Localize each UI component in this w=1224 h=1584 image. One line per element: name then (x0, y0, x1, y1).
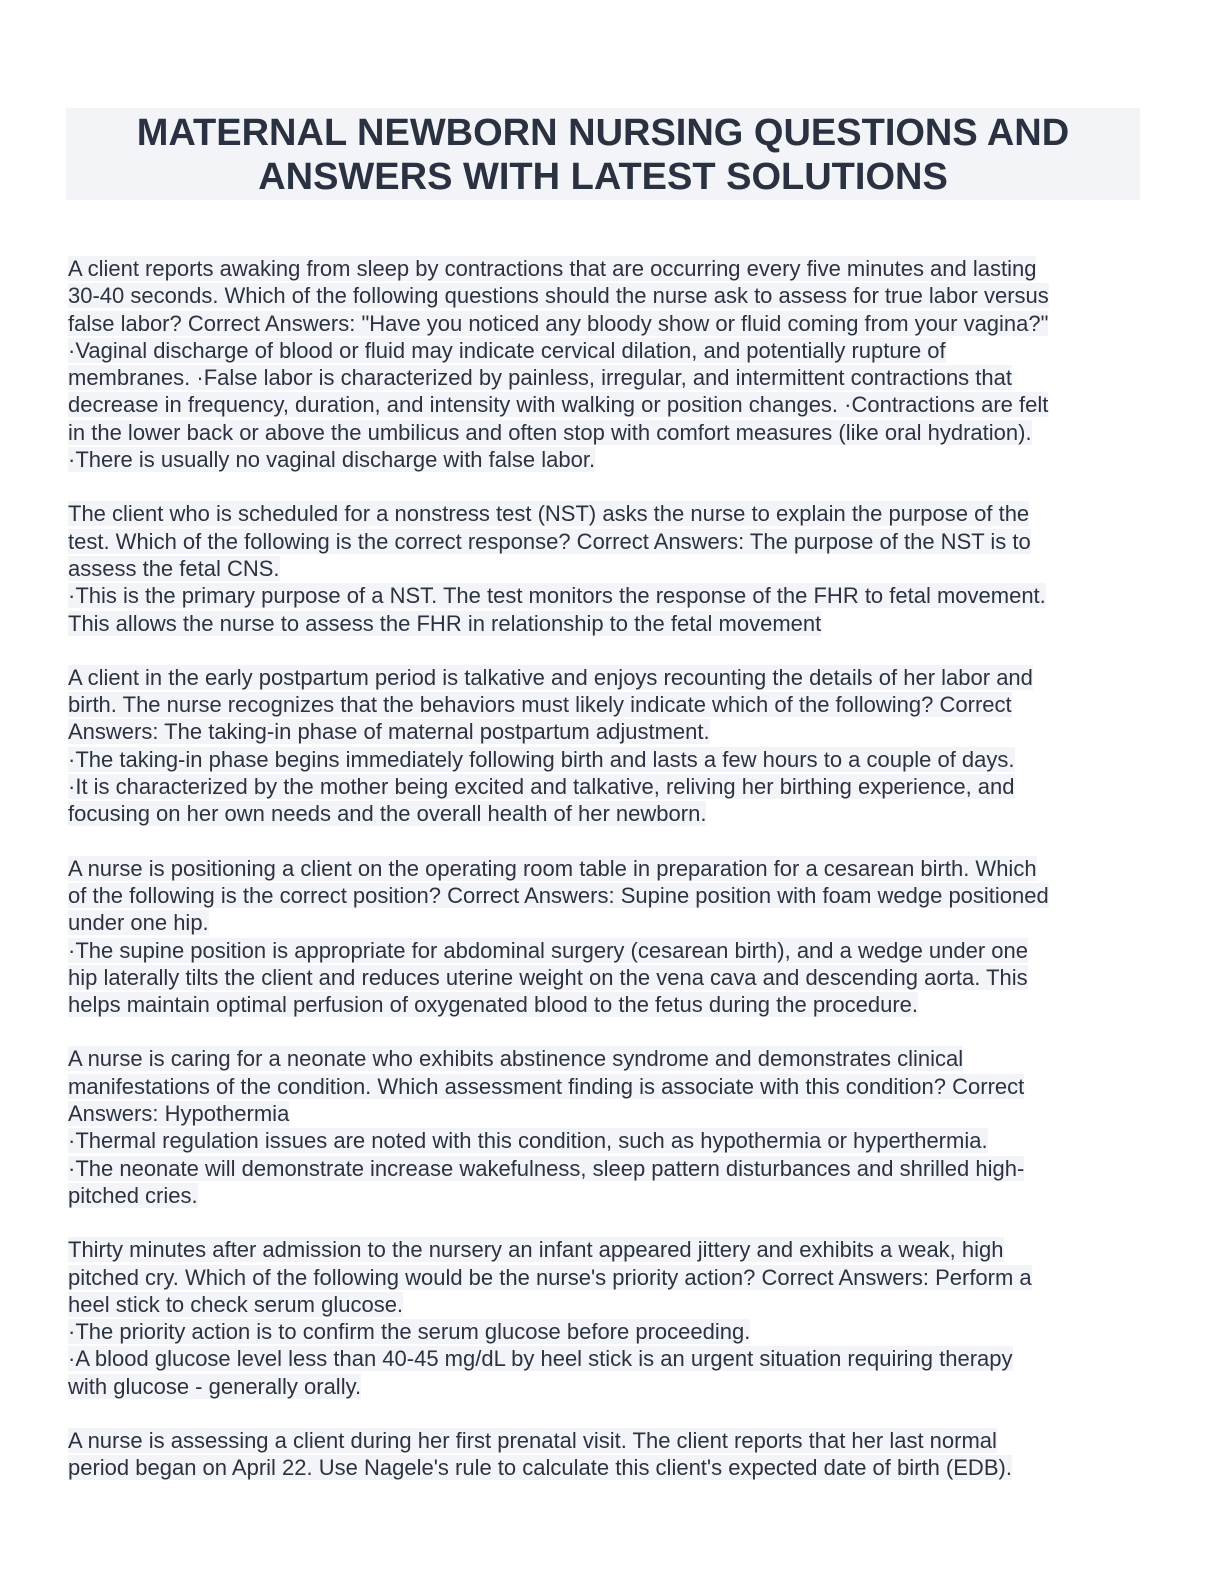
qa-text: assess the fetal CNS. (68, 555, 280, 581)
qa-text-line (68, 1318, 1158, 1345)
qa-text: manifestations of the condition. Which assessment finding is associate with this condition? Correct (68, 1073, 1025, 1099)
qa-text: pitched cry. Which of the following would be the nurse's priority action? Correct Answers: Perform a (68, 1264, 1032, 1290)
qa-text-line (68, 391, 1158, 418)
qa-block (68, 255, 1158, 473)
qa-text: of the following is the correct position? Correct Answers: Supine position with foam wedge positioned (68, 882, 1049, 908)
qa-text: The client who is scheduled for a nonstress test (NST) asks the nurse to explain the purpose of the (68, 501, 1030, 527)
qa-text: ·A blood glucose level less than 40-45 mg/dL by heel stick is an urgent situation requiring therapy (68, 1346, 1013, 1372)
qa-content (68, 255, 1158, 1509)
qa-text-line (68, 446, 1158, 473)
qa-text-line (68, 1264, 1158, 1291)
qa-text-line (68, 1045, 1158, 1072)
qa-text: ·This is the primary purpose of a NST. The test monitors the response of the FHR to fetal movement. (68, 583, 1046, 609)
qa-text: A client in the early postpartum period is talkative and enjoys recounting the details of her labor and (68, 664, 1033, 690)
qa-text-line (68, 1155, 1158, 1182)
qa-text: period began on April 22. Use Nagele's rule to calculate this client's expected date of birth (EDB). (68, 1455, 1012, 1481)
qa-text: membranes. ·False labor is characterized by painless, irregular, and intermittent contractions that (68, 365, 1012, 391)
qa-block (68, 1236, 1158, 1400)
qa-text-line (68, 610, 1158, 637)
qa-text-line (68, 909, 1158, 936)
qa-text-line (68, 555, 1158, 582)
qa-text-line (68, 500, 1158, 527)
qa-text: ·The taking-in phase begins immediately following birth and lasts a few hours to a couple of days. (68, 746, 1015, 772)
qa-text: ·The neonate will demonstrate increase wakefulness, sleep pattern disturbances and shrilled high- (68, 1155, 1025, 1181)
qa-text-line (68, 528, 1158, 555)
qa-text-line (68, 282, 1158, 309)
qa-text: A nurse is assessing a client during her first prenatal visit. The client reports that her last normal (68, 1427, 997, 1453)
qa-text: Thirty minutes after admission to the nursery an infant appeared jittery and exhibits a weak, high (68, 1237, 1004, 1263)
document-title (66, 108, 1140, 200)
qa-text: helps maintain optimal perfusion of oxygenated blood to the fetus during the procedure. (68, 992, 918, 1018)
qa-text-line (68, 882, 1158, 909)
qa-text-line (68, 255, 1158, 282)
qa-text: ·Vaginal discharge of blood or fluid may indicate cervical dilation, and potentially rupture of (68, 337, 946, 363)
qa-block (68, 664, 1158, 828)
qa-text: A nurse is caring for a neonate who exhibits abstinence syndrome and demonstrates clinical (68, 1046, 964, 1072)
qa-text-line (68, 718, 1158, 745)
qa-text: A nurse is positioning a client on the operating room table in preparation for a cesarean birth. Which (68, 855, 1037, 881)
qa-block (68, 1427, 1158, 1482)
qa-text: ·Thermal regulation issues are noted with this condition, such as hypothermia or hyperthermia. (68, 1128, 988, 1154)
qa-text-line (68, 664, 1158, 691)
qa-text-line (68, 937, 1158, 964)
qa-text: ·The priority action is to confirm the serum glucose before proceeding. (68, 1319, 751, 1345)
title-line-2: ANSWERS WITH LATEST SOLUTIONS (258, 156, 948, 198)
qa-text: ·There is usually no vaginal discharge with false labor. (68, 447, 596, 473)
qa-text-line (68, 582, 1158, 609)
qa-text: A client reports awaking from sleep by contractions that are occurring every five minutes and lasting (68, 256, 1037, 281)
qa-text: birth. The nurse recognizes that the behaviors must likely indicate which of the following? Correct (68, 692, 1012, 718)
qa-text: hip laterally tilts the client and reduces uterine weight on the vena cava and descending aorta. This (68, 964, 1028, 990)
qa-text: pitched cries. (68, 1182, 198, 1208)
qa-text-line (68, 310, 1158, 337)
title-line-1: MATERNAL NEWBORN NURSING QUESTIONS AND (136, 112, 1070, 154)
qa-text-line (68, 1291, 1158, 1318)
qa-text: under one hip. (68, 910, 209, 936)
qa-text-line (68, 1236, 1158, 1263)
qa-text-line (68, 1127, 1158, 1154)
qa-text-line (68, 1182, 1158, 1209)
qa-text: in the lower back or above the umbilicus and often stop with comfort measures (like oral hydration). (68, 419, 1032, 445)
qa-text: with glucose - generally orally. (68, 1373, 362, 1399)
qa-text-line (68, 991, 1158, 1018)
qa-text: decrease in frequency, duration, and intensity with walking or position changes. ·Contractions are felt (68, 392, 1049, 418)
qa-block (68, 500, 1158, 636)
qa-text: ·It is characterized by the mother being excited and talkative, reliving her birthing experience, and (68, 774, 1015, 800)
qa-text-line (68, 1373, 1158, 1400)
qa-text-line (68, 964, 1158, 991)
qa-text-line (68, 800, 1158, 827)
qa-text-line (68, 691, 1158, 718)
qa-text-line (68, 1100, 1158, 1127)
qa-text: heel stick to check serum glucose. (68, 1291, 404, 1317)
qa-text: Answers: Hypothermia (68, 1101, 290, 1127)
qa-text: false labor? Correct Answers: "Have you noticed any bloody show or fluid coming from your vagina?" (68, 310, 1049, 336)
qa-text-line (68, 364, 1158, 391)
qa-text: ·The supine position is appropriate for abdominal surgery (cesarean birth), and a wedge under one (68, 937, 1029, 963)
qa-text: This allows the nurse to assess the FHR in relationship to the fetal movement (68, 610, 822, 636)
qa-text-line (68, 1345, 1158, 1372)
qa-text: Answers: The taking-in phase of maternal postpartum adjustment. (68, 719, 710, 745)
qa-block (68, 855, 1158, 1019)
qa-text: test. Which of the following is the correct response? Correct Answers: The purpose of the NST is to (68, 528, 1031, 554)
qa-text-line (68, 1454, 1158, 1481)
qa-text-line (68, 746, 1158, 773)
qa-text-line (68, 419, 1158, 446)
qa-text: focusing on her own needs and the overall health of her newborn. (68, 801, 707, 827)
qa-text: 30-40 seconds. Which of the following questions should the nurse ask to assess for true labor versus (68, 283, 1049, 309)
qa-text-line (68, 1073, 1158, 1100)
qa-block (68, 1045, 1158, 1209)
qa-text-line (68, 1427, 1158, 1454)
qa-text-line (68, 855, 1158, 882)
qa-text-line (68, 337, 1158, 364)
qa-text-line (68, 773, 1158, 800)
